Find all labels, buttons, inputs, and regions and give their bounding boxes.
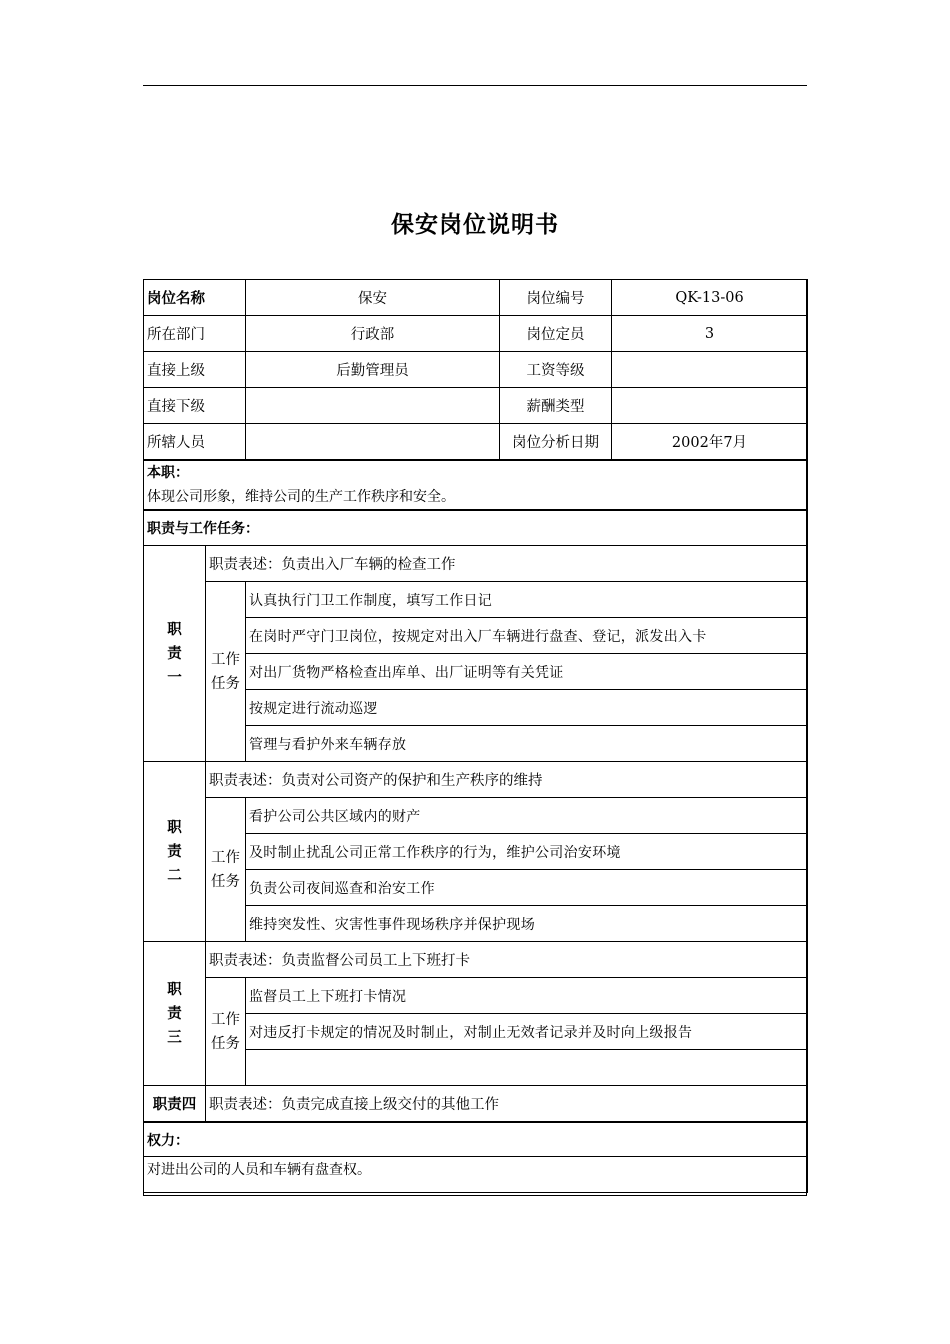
position-code-value: QK-13-06: [612, 280, 808, 316]
core-label: 本职：: [144, 460, 808, 483]
salary-type-label: 薪酬类型: [500, 388, 612, 424]
duty-1-task-label: 工作任务: [206, 582, 246, 762]
info-row-3: [144, 352, 808, 388]
authority-text-row: [144, 1157, 808, 1193]
core-header-row: [144, 460, 808, 483]
position-name-label: 岗位名称: [144, 280, 246, 316]
duty-3-desc-row: [144, 942, 808, 978]
analysis-date-value: 2002年7月: [612, 424, 808, 461]
info-row-2: [144, 316, 808, 352]
duty-1-desc-row: [144, 546, 808, 582]
position-name-value: 保安: [246, 280, 500, 316]
duty-3-task-1: 监督员工上下班打卡情况: [246, 978, 808, 1014]
info-row-1: [144, 280, 808, 316]
duty-4-row: [144, 1086, 808, 1123]
authority-label: 权力：: [144, 1122, 808, 1157]
duty-3-task-3: [246, 1050, 808, 1086]
position-code-label: 岗位编号: [500, 280, 612, 316]
page-title: 保安岗位说明书: [391, 212, 559, 238]
superior-value: 后勤管理员: [246, 352, 500, 388]
staff-value: [246, 424, 500, 461]
duty-1-task-2: 在岗时严守门卫岗位，按规定对出入厂车辆进行盘查、登记，派发出入卡: [246, 618, 808, 654]
duty-2-task-label: 工作任务: [206, 798, 246, 942]
duty-3-task-row: [144, 978, 808, 1014]
info-row-4: [144, 388, 808, 424]
job-description-table: [143, 279, 808, 1193]
duty-3-desc: 职责表述：负责监督公司员工上下班打卡: [206, 942, 808, 978]
duties-label: 职责与工作任务：: [144, 510, 808, 546]
info-row-5: [144, 424, 808, 461]
core-text: 体现公司形象，维持公司的生产工作秩序和安全。: [144, 483, 808, 510]
wage-grade-label: 工资等级: [500, 352, 612, 388]
duty-2-task-row: [144, 798, 808, 834]
department-value: 行政部: [246, 316, 500, 352]
analysis-date-label: 岗位分析日期: [500, 424, 612, 461]
duties-header-row: [144, 510, 808, 546]
duty-1-task-1: 认真执行门卫工作制度，填写工作日记: [246, 582, 808, 618]
duty-1-desc: 职责表述：负责出入厂车辆的检查工作: [206, 546, 808, 582]
duty-4-label: 职责四: [144, 1086, 206, 1123]
duty-4-desc: 职责表述：负责完成直接上级交付的其他工作: [206, 1086, 808, 1123]
duty-1-task-5: 管理与看护外来车辆存放: [246, 726, 808, 762]
duty-2-task-4: 维持突发性、灾害性事件现场秩序并保护现场: [246, 906, 808, 942]
duty-2-desc: 职责表述：负责对公司资产的保护和生产秩序的维持: [206, 762, 808, 798]
duty-3-task-label: 工作任务: [206, 978, 246, 1086]
duty-2-desc-row: [144, 762, 808, 798]
headcount-value: 3: [612, 316, 808, 352]
core-text-row: [144, 483, 808, 510]
salary-type-value: [612, 388, 808, 424]
department-label: 所在部门: [144, 316, 246, 352]
duty-2-label: 职责二: [144, 762, 206, 942]
authority-header-row: [144, 1122, 808, 1157]
subordinate-value: [246, 388, 500, 424]
duty-2-task-1: 看护公司公共区域内的财产: [246, 798, 808, 834]
header-rule: [143, 85, 807, 86]
subordinate-label: 直接下级: [144, 388, 246, 424]
duty-1-task-row: [144, 582, 808, 618]
staff-label: 所辖人员: [144, 424, 246, 461]
duty-2-task-2: 及时制止扰乱公司正常工作秩序的行为，维护公司治安环境: [246, 834, 808, 870]
duty-2-task-3: 负责公司夜间巡查和治安工作: [246, 870, 808, 906]
duty-1-task-4: 按规定进行流动巡逻: [246, 690, 808, 726]
duty-1-task-3: 对出厂货物严格检查出库单、出厂证明等有关凭证: [246, 654, 808, 690]
superior-label: 直接上级: [144, 352, 246, 388]
duty-1-label: 职责一: [144, 546, 206, 762]
duty-3-label: 职责三: [144, 942, 206, 1086]
headcount-label: 岗位定员: [500, 316, 612, 352]
authority-text: 对进出公司的人员和车辆有盘查权。: [144, 1157, 808, 1193]
wage-grade-value: [612, 352, 808, 388]
duty-3-task-2: 对违反打卡规定的情况及时制止，对制止无效者记录并及时向上级报告: [246, 1014, 808, 1050]
